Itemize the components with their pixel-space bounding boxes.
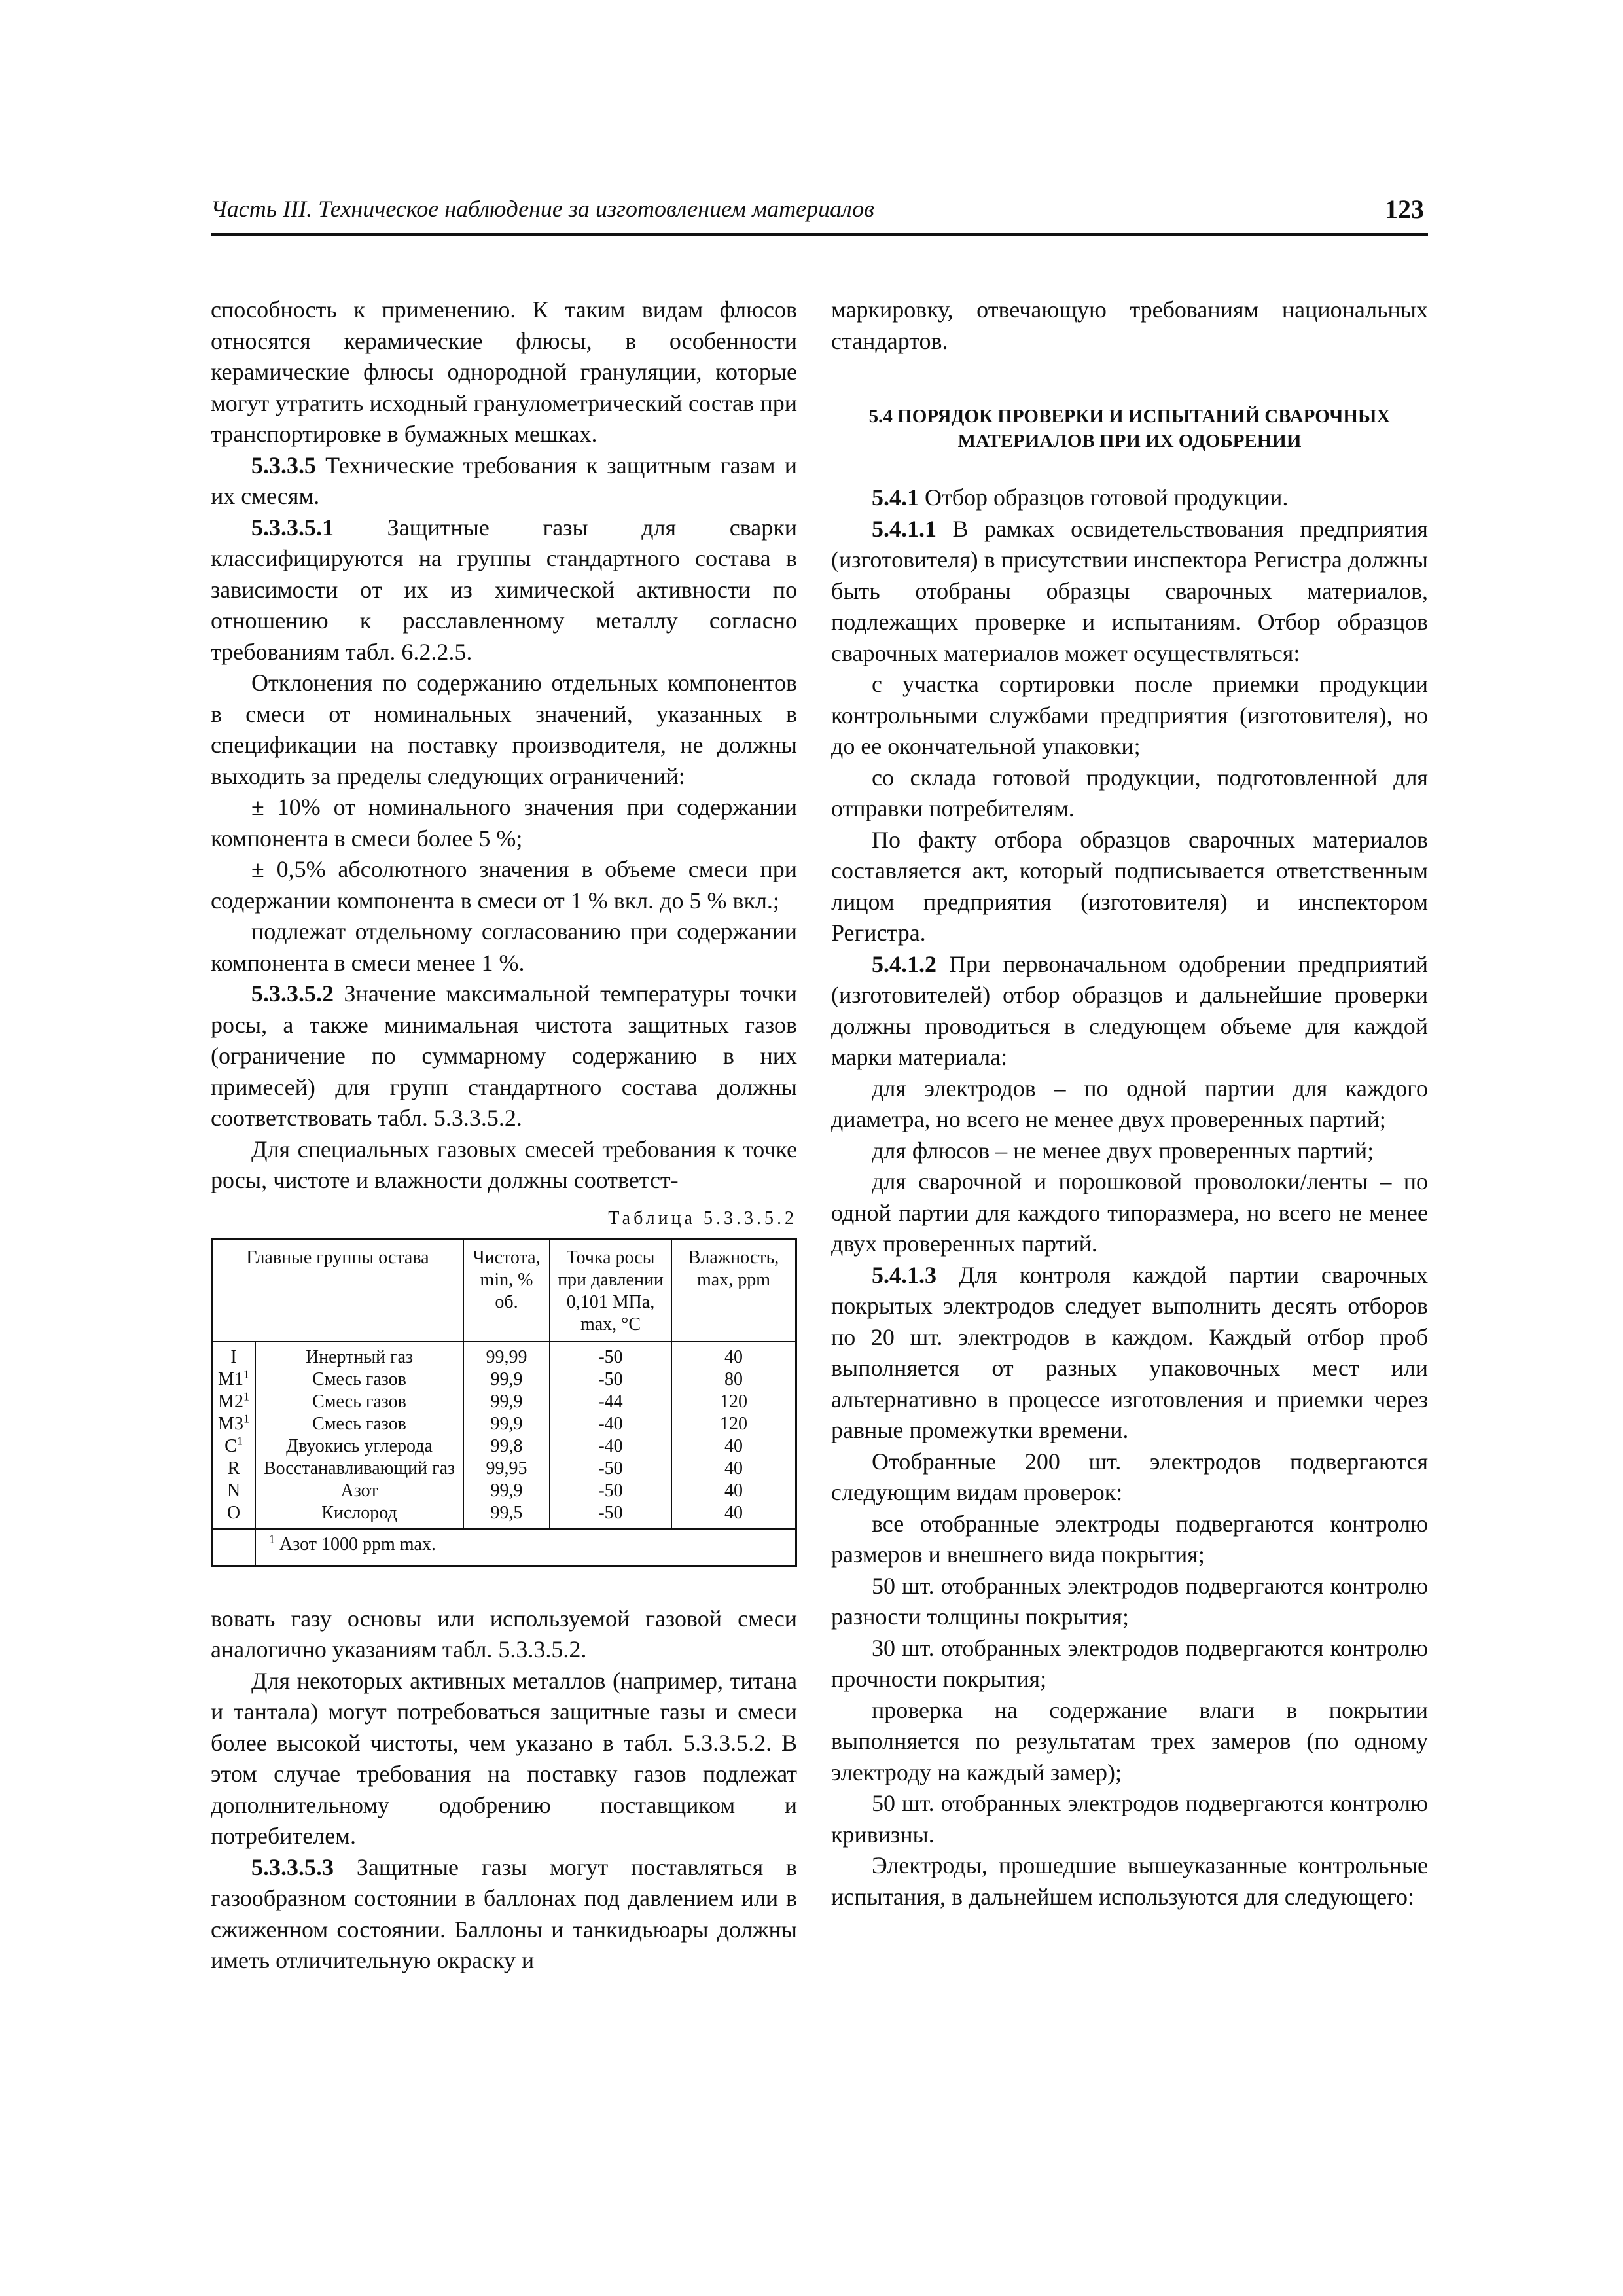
paragraph-text: Защитные газы для сварки классифицируются на группы стандартного состава в зависимости от их из химической активности по отношению к расславленному металлу согласно требованиям табл. 6.2.2.5. [211, 514, 797, 665]
cell-code [212, 1342, 256, 1369]
paragraph: 30 шт. отобранных электродов подвергаются контролю прочности покрытия; [831, 1634, 1428, 1692]
paragraph: способность к применению. К таким видам флюсов относятся керамические флюсы, в особенности керамические флюсы однородной грануляции, которые могут утратить исходный гранулометрический состав при транспортировке в бумажных мешках. [211, 296, 797, 447]
cell-name: Азот [255, 1480, 463, 1502]
table-row [212, 1480, 796, 1502]
paragraph: все отобранные электроды подвергаются контролю размеров и внешнего вида покрытия; [831, 1510, 1428, 1568]
paragraph: вовать газу основы или используемой газовой смеси аналогично указаниям табл. 5.3.3.5.2. [211, 1605, 797, 1662]
header-humidity: Влажность, max, ppm [671, 1239, 796, 1342]
cell-name: Смесь газов [255, 1413, 463, 1435]
table-row [212, 1413, 796, 1435]
cell-name: Двуокись углерода [255, 1435, 463, 1458]
footnote-marker: 1 [243, 1390, 249, 1403]
running-header [211, 191, 1428, 236]
cell-name: Кислород [255, 1502, 463, 1529]
table-row [212, 1391, 796, 1413]
paragraph-text: Значение максимальной температуры точки росы, а также минимальная чистота защитных газов (ограничение по суммарному содержанию в них примесей) для групп стандартного состава должны соответствовать табл. 5.3.3.5.2. [211, 980, 797, 1131]
paragraph: проверка на содержание влаги в покрытии выполняется по результатам трех замеров (по одному электроду на каждый замер); [831, 1696, 1428, 1785]
cell-code [212, 1502, 256, 1529]
cell-purity: 99,8 [463, 1435, 550, 1458]
cell-purity: 99,9 [463, 1413, 550, 1435]
paragraph-text: При первоначальном одобрении предприятий (изготовителей) отбор образцов и дальнейшие проверки должны проводиться в следующем объеме для каждой марки материала: [831, 950, 1428, 1070]
paragraph: 50 шт. отобранных электродов подвергаются контролю кривизны. [831, 1790, 1428, 1848]
paragraph: с участка сортировки после приемки продукции контрольными службами предприятия (изготовителя), но до ее окончательной упаковки; [831, 671, 1428, 759]
table-row [212, 1502, 796, 1529]
cell-name: Смесь газов [255, 1369, 463, 1391]
clause-number: 5.3.3.5.1 [251, 514, 334, 541]
paragraph [211, 512, 797, 668]
cell-dew-point: -44 [550, 1391, 671, 1413]
cell-purity: 99,9 [463, 1391, 550, 1413]
note-spacer [212, 1529, 256, 1566]
cell-humidity: 120 [671, 1413, 796, 1435]
cell-humidity: 120 [671, 1391, 796, 1413]
paragraph: Для специальных газовых смесей требования к точке росы, чистоте и влажности должны соответст- [211, 1136, 797, 1193]
cell-humidity: 40 [671, 1458, 796, 1480]
paragraph-text: Отбор образцов готовой продукции. [919, 484, 1289, 511]
cell-purity: 99,99 [463, 1342, 550, 1369]
group-code: M1 [218, 1369, 243, 1390]
paragraph [211, 1852, 797, 1977]
cell-code [212, 1435, 256, 1458]
group-code: I [230, 1346, 237, 1367]
clause-number: 5.4.1 [872, 484, 919, 511]
paragraph: Отклонения по содержанию отдельных компонентов в смеси от номинальных значений, указанных в спецификации на поставку производителя, не должны выходить за пределы следующих ограничений: [211, 670, 797, 789]
paragraph-text: Для контроля каждой партии сварочных покрытых электродов следует выполнить десять отборов по 20 шт. электродов в каждом. Каждый отбор проб выполняется от разных упаковочных мест или альтернативно в процессе изготовления и приемки через равные промежутки времени. [831, 1261, 1428, 1443]
cell-dew-point: -40 [550, 1413, 671, 1435]
group-code: R [227, 1458, 240, 1479]
table-caption: Таблица 5.3.3.5.2 [608, 1208, 797, 1229]
note-text: Азот 1000 ppm max. [275, 1534, 436, 1554]
paragraph: Отобранные 200 шт. электродов подвергаются следующим видам проверок: [831, 1448, 1428, 1505]
cell-humidity: 40 [671, 1480, 796, 1502]
paragraph: ± 0,5% абсолютного значения в объеме смеси при содержании компонента в смеси от 1 % вкл. до 5 % вкл.; [211, 856, 797, 914]
cell-humidity: 40 [671, 1435, 796, 1458]
section-heading: 5.4 ПОРЯДОК ПРОВЕРКИ И ИСПЫТАНИЙ СВАРОЧНЫХ МАТЕРИАЛОВ ПРИ ИХ ОДОБРЕНИИ [868, 406, 1391, 452]
cell-dew-point: -50 [550, 1342, 671, 1369]
paragraph: маркировку, отвечающую требованиям национальных стандартов. [831, 296, 1428, 354]
cell-name: Смесь газов [255, 1391, 463, 1413]
group-code: C [224, 1435, 237, 1456]
cell-dew-point: -50 [550, 1480, 671, 1502]
header-title: Часть III. Техническое наблюдение за изготовлением материалов [211, 196, 874, 222]
paragraph-text: В рамках освидетельствования предприятия (изготовителя) в присутствии инспектора Регистра должны быть отобраны образцы сварочных материалов, подлежащих проверке и испытаниям. Отбор образцов сварочных материалов может осуществляться: [831, 515, 1428, 666]
left-column [211, 295, 797, 1977]
cell-purity: 99,95 [463, 1458, 550, 1480]
paragraph: 50 шт. отобранных электродов подвергаются контролю разности толщины покрытия; [831, 1572, 1428, 1630]
paragraph: со склада готовой продукции, подготовленной для отправки потребителям. [831, 764, 1428, 821]
paragraph [831, 514, 1428, 670]
table-row [212, 1458, 796, 1480]
group-code: M2 [218, 1391, 243, 1412]
cell-name: Восстанавливающий газ [255, 1458, 463, 1480]
gas-table [211, 1238, 797, 1567]
cell-dew-point: -50 [550, 1502, 671, 1529]
cell-humidity: 40 [671, 1342, 796, 1369]
cell-purity: 99,9 [463, 1369, 550, 1391]
footnote-marker: 1 [243, 1412, 249, 1426]
paragraph [211, 978, 797, 1134]
cell-code [212, 1391, 256, 1413]
paragraph: для флюсов – не менее двух проверенных партий; [872, 1137, 1374, 1164]
cell-purity: 99,5 [463, 1502, 550, 1529]
clause-number: 5.3.3.5.2 [251, 980, 334, 1007]
paragraph: Для некоторых активных металлов (например, титана и тантала) могут потребоваться защитные газы и смеси более высокой чистоты, чем указано в табл. 5.3.3.5.2. В этом случае требования на поставку газов подлежат дополнительному одобрению поставщиком и потребителем. [211, 1667, 797, 1849]
group-code: N [226, 1480, 241, 1501]
clause-number: 5.3.3.5 [251, 452, 316, 478]
paragraph: подлежат отдельному согласованию при содержании компонента в смеси менее 1 %. [211, 918, 797, 976]
page-number: 123 [1385, 194, 1424, 224]
group-code: O [226, 1502, 241, 1523]
cell-humidity: 40 [671, 1502, 796, 1529]
cell-code [212, 1413, 256, 1435]
paragraph: ± 10% от номинального значения при содержании компонента в смеси более 5 %; [211, 794, 797, 852]
paragraph: для электродов – по одной партии для каждого диаметра, но всего не менее двух проверенных партий; [831, 1075, 1428, 1132]
paragraph [831, 1260, 1428, 1446]
paragraph: для сварочной и порошковой проволоки/ленты – по одной партии для каждого типоразмера, но всего не менее двух проверенных партий. [831, 1168, 1428, 1257]
table-row [212, 1342, 796, 1369]
table-row [212, 1369, 796, 1391]
table-note [255, 1529, 796, 1566]
cell-humidity: 80 [671, 1369, 796, 1391]
table-row [212, 1435, 796, 1458]
paragraph: По факту отбора образцов сварочных материалов составляется акт, который подписывается ответственным лицом предприятия (изготовителя) и инспектором Регистра. [831, 826, 1428, 946]
clause-number: 5.4.1.1 [872, 515, 936, 542]
note-marker: 1 [269, 1532, 275, 1546]
cell-purity: 99,9 [463, 1480, 550, 1502]
footnote-marker: 1 [243, 1367, 249, 1381]
cell-code [212, 1369, 256, 1391]
header-group: Главные группы остава [212, 1239, 464, 1342]
header-purity: Чистота, min, % об. [463, 1239, 550, 1342]
right-column [831, 295, 1428, 1912]
cell-dew-point: -50 [550, 1458, 671, 1480]
paragraph [211, 450, 797, 512]
header-dew-point: Точка росы при давлении 0,101 МПа, max, °С [550, 1239, 671, 1342]
paragraph [831, 949, 1428, 1073]
clause-number: 5.4.1.2 [872, 950, 936, 977]
footnote-marker: 1 [236, 1434, 243, 1448]
cell-dew-point: -50 [550, 1369, 671, 1391]
cell-code [212, 1458, 256, 1480]
group-code: M3 [218, 1413, 243, 1434]
cell-name: Инертный газ [255, 1342, 463, 1369]
clause-number: 5.4.1.3 [872, 1261, 936, 1288]
cell-code [212, 1480, 256, 1502]
paragraph: Электроды, прошедшие вышеуказанные контрольные испытания, в дальнейшем используются для следующего: [831, 1852, 1428, 1910]
paragraph-text: Защитные газы могут поставляться в газообразном состоянии в баллонах под давлением или в сжиженном состоянии. Баллоны и танкидьюары должны иметь отличительную окраску и [211, 1854, 797, 1973]
paragraph [831, 482, 1428, 514]
paragraph-text: Технические требования к защитным газам и их смесям. [211, 452, 797, 509]
clause-number: 5.3.3.5.3 [251, 1854, 334, 1880]
cell-dew-point: -40 [550, 1435, 671, 1458]
